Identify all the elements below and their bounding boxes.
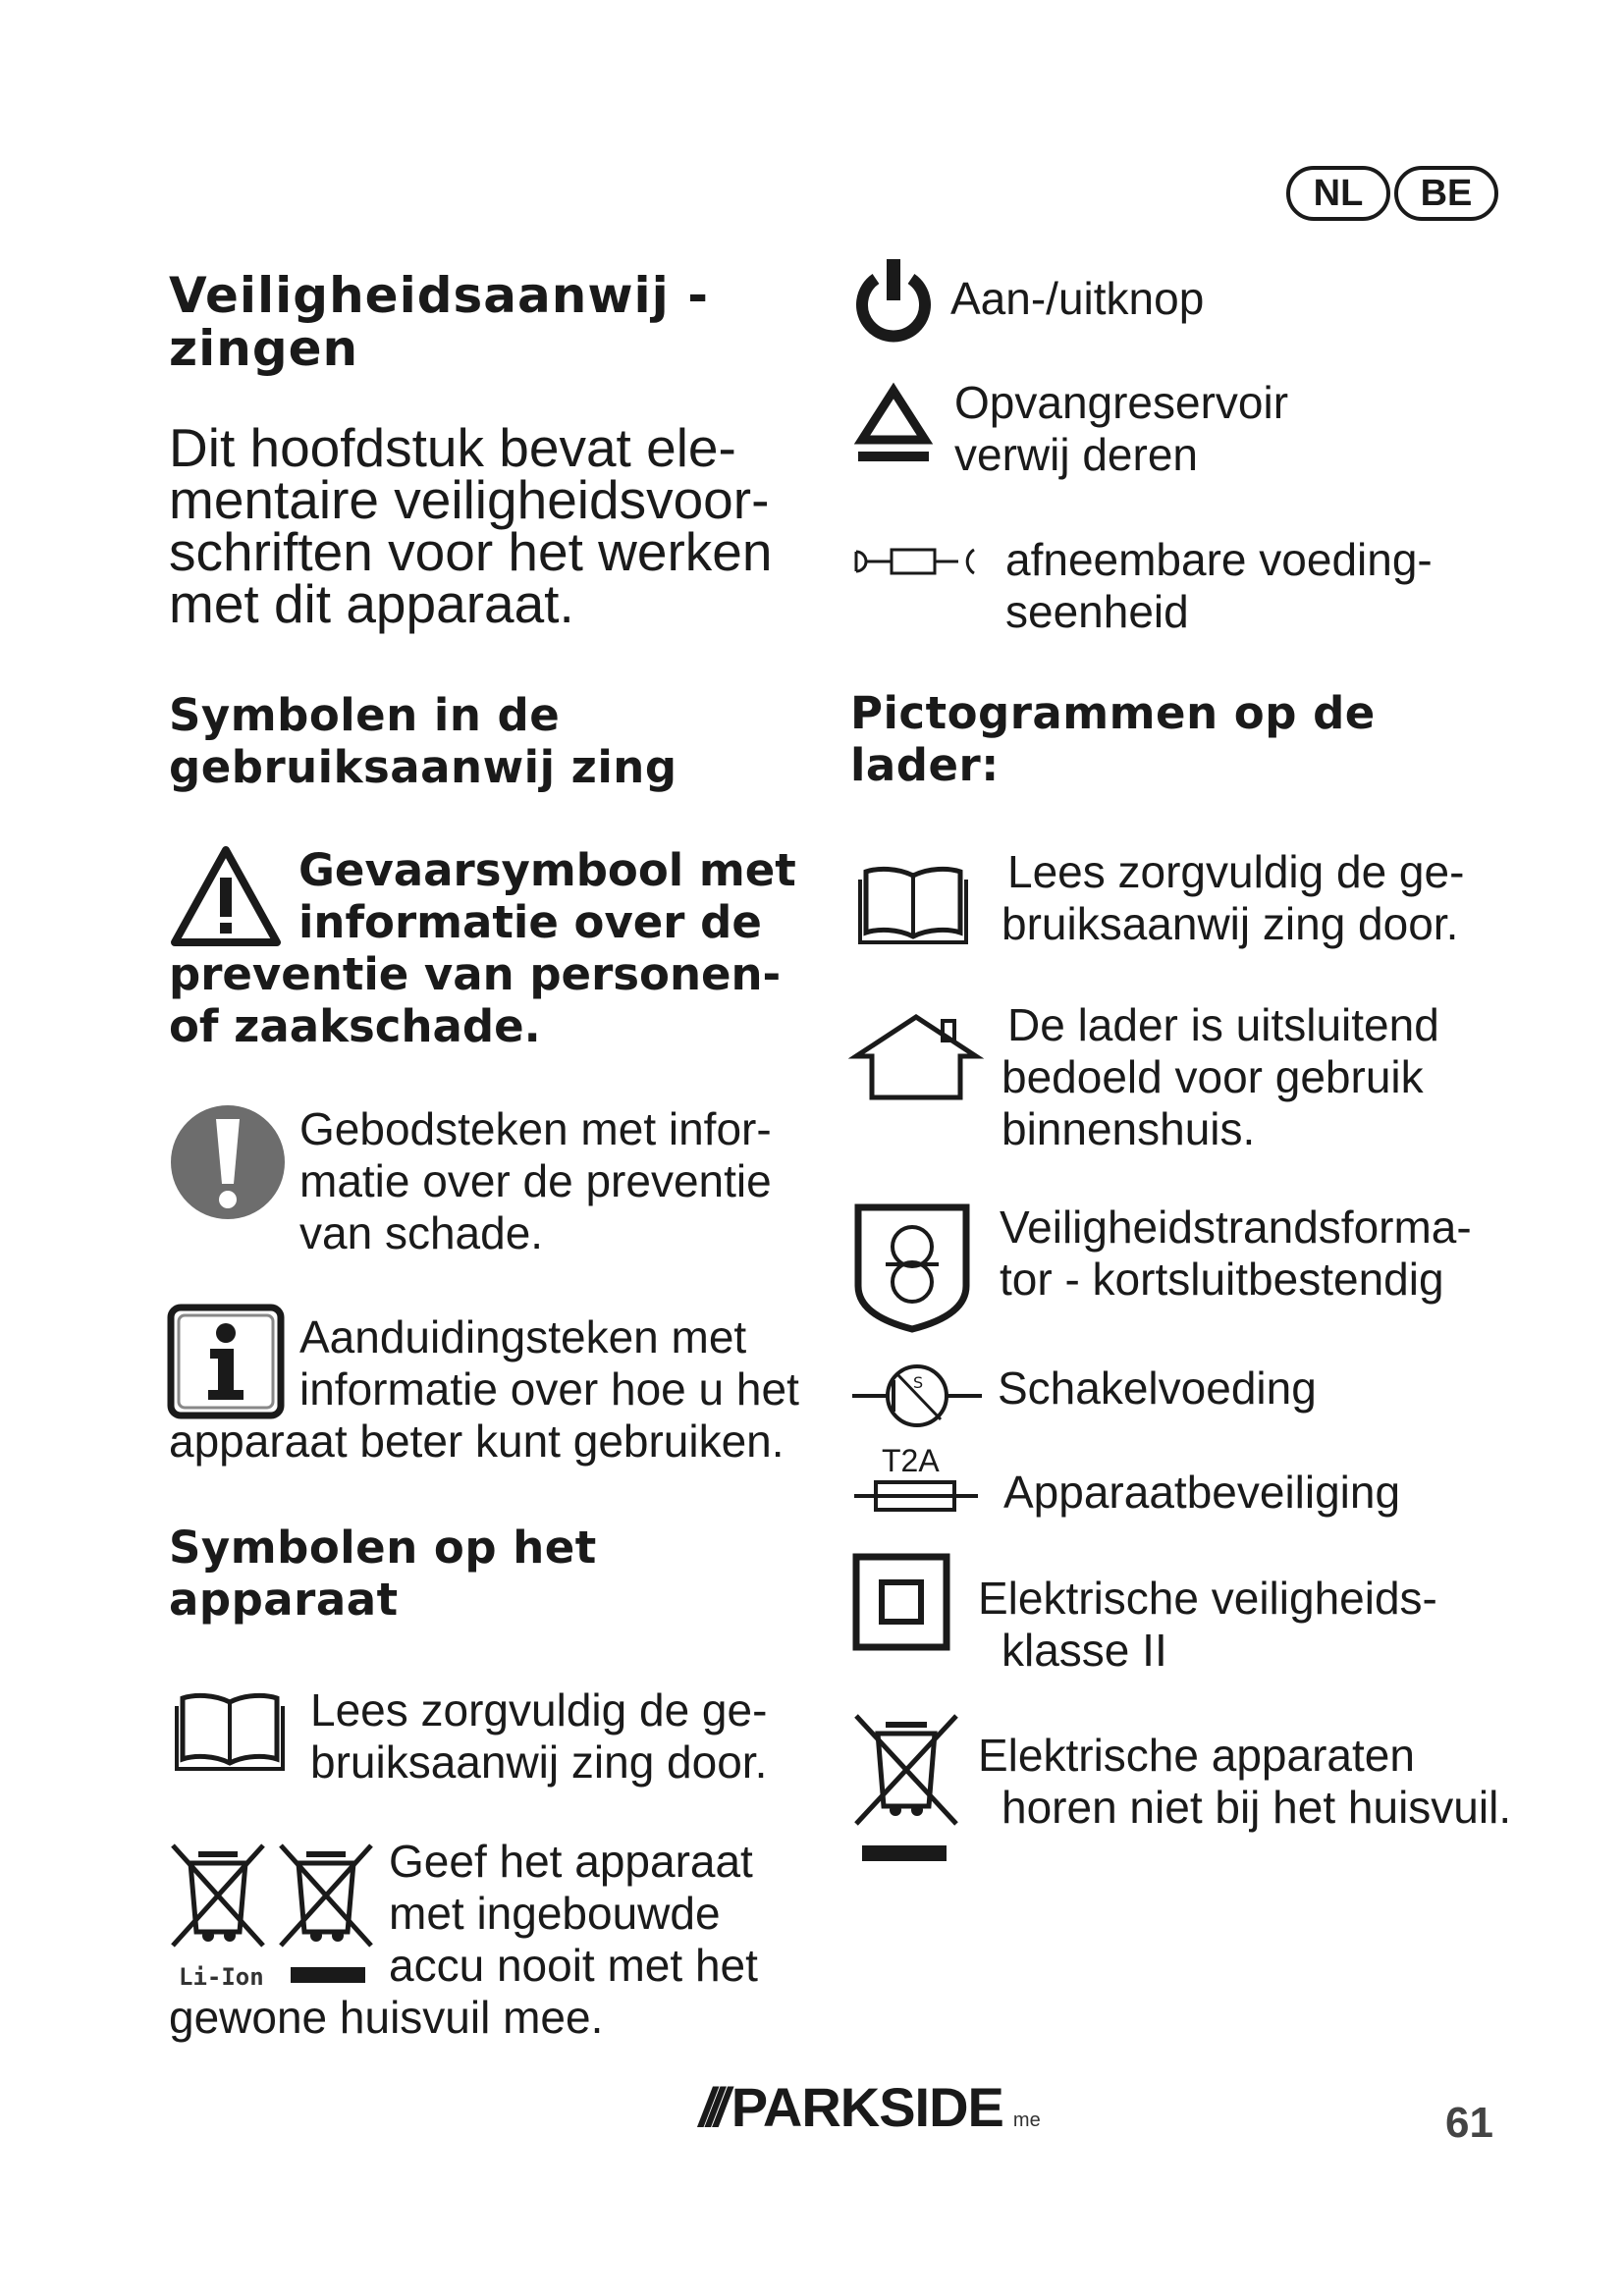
section-heading-device-symbols: Symbolen op het apparaat [169,1522,597,1626]
class-ii-icon [852,1553,950,1651]
page-number: 61 [1445,2099,1493,2147]
mandatory-symbol-text: Gebodsteken met infor- matie over de preventie van schade. [299,1103,772,1258]
fuse-label: Apparaatbeveiliging [1003,1467,1401,1518]
brand-logo-slashes: /// [699,2076,722,2138]
page-title: Veiligheidsaanwij - zingen [169,267,709,377]
charger-manual-text: Lees zorgvuldig de ge- bruiksaanwij zing door. [1001,846,1465,949]
class-ii-text: Elektrische veiligheids- klasse II [978,1573,1437,1676]
section-heading-manual-symbols: Symbolen in de gebruiksaanwij zing [169,689,677,793]
mandatory-exclamation-icon [169,1101,287,1223]
danger-symbol-text: Gevaarsymbool met informatie over de preventie van personen- of zaakschade. [169,844,796,1052]
transformer-text: Veiligheidstrandsforma- tor - kortsluitbestendig [1000,1201,1472,1305]
brand-suffix: me [1012,2109,1041,2131]
reservoir-label: Opvangreservoir verwij deren [954,377,1289,480]
safety-transformer-icon [852,1201,972,1333]
language-badge-nl: NL [1286,166,1390,221]
device-manual-text: Lees zorgvuldig de ge- bruiksaanwij zing door. [310,1684,768,1788]
open-book-icon [173,1690,287,1775]
battery-disposal-text: Geef het apparaat met ingebouwde accu nooit met het gewone huisvuil mee. [169,1836,758,2043]
psu-label: afneembare voeding- seenheid [1005,534,1433,637]
intro-paragraph: Dit hoofdstuk bevat ele- mentaire veiligheidsvoor- schriften voor het werken met dit apparaat. [169,417,773,634]
power-label: Aan-/uitknop [950,273,1205,324]
section-heading-charger-pictograms: Pictogrammen op de lader: [850,687,1376,791]
fuse-rating-label: T2A [882,1443,940,1478]
fuse-icon [852,1476,980,1516]
switching-power-supply-icon [850,1359,984,1431]
weee-text: Elektrische apparaten horen niet bij het huisvuil. [978,1730,1512,1833]
language-badge-be: BE [1394,166,1498,221]
crossed-bin-icon [852,1712,960,1828]
brand-logo [699,2075,1041,2139]
li-ion-label: Li-Ion [179,1963,264,1991]
svg-text:S: S [913,1373,924,1392]
info-symbol-text: Aanduidingsteken met informatie over hoe u het apparaat beter kunt gebruiken. [169,1311,799,1467]
switching-psu-label: Schakelvoeding [998,1362,1317,1414]
house-icon [852,1011,980,1101]
separate-collection-bar [862,1845,947,1861]
brand-name: PARKSIDE [731,2076,1003,2138]
open-book-icon [856,864,970,948]
detachable-power-supply-icon [852,542,980,581]
remove-reservoir-icon [854,381,933,469]
power-icon [854,257,933,344]
indoor-use-text: De lader is uitsluitend bedoeld voor gebruik binnenshuis. [1001,999,1439,1154]
